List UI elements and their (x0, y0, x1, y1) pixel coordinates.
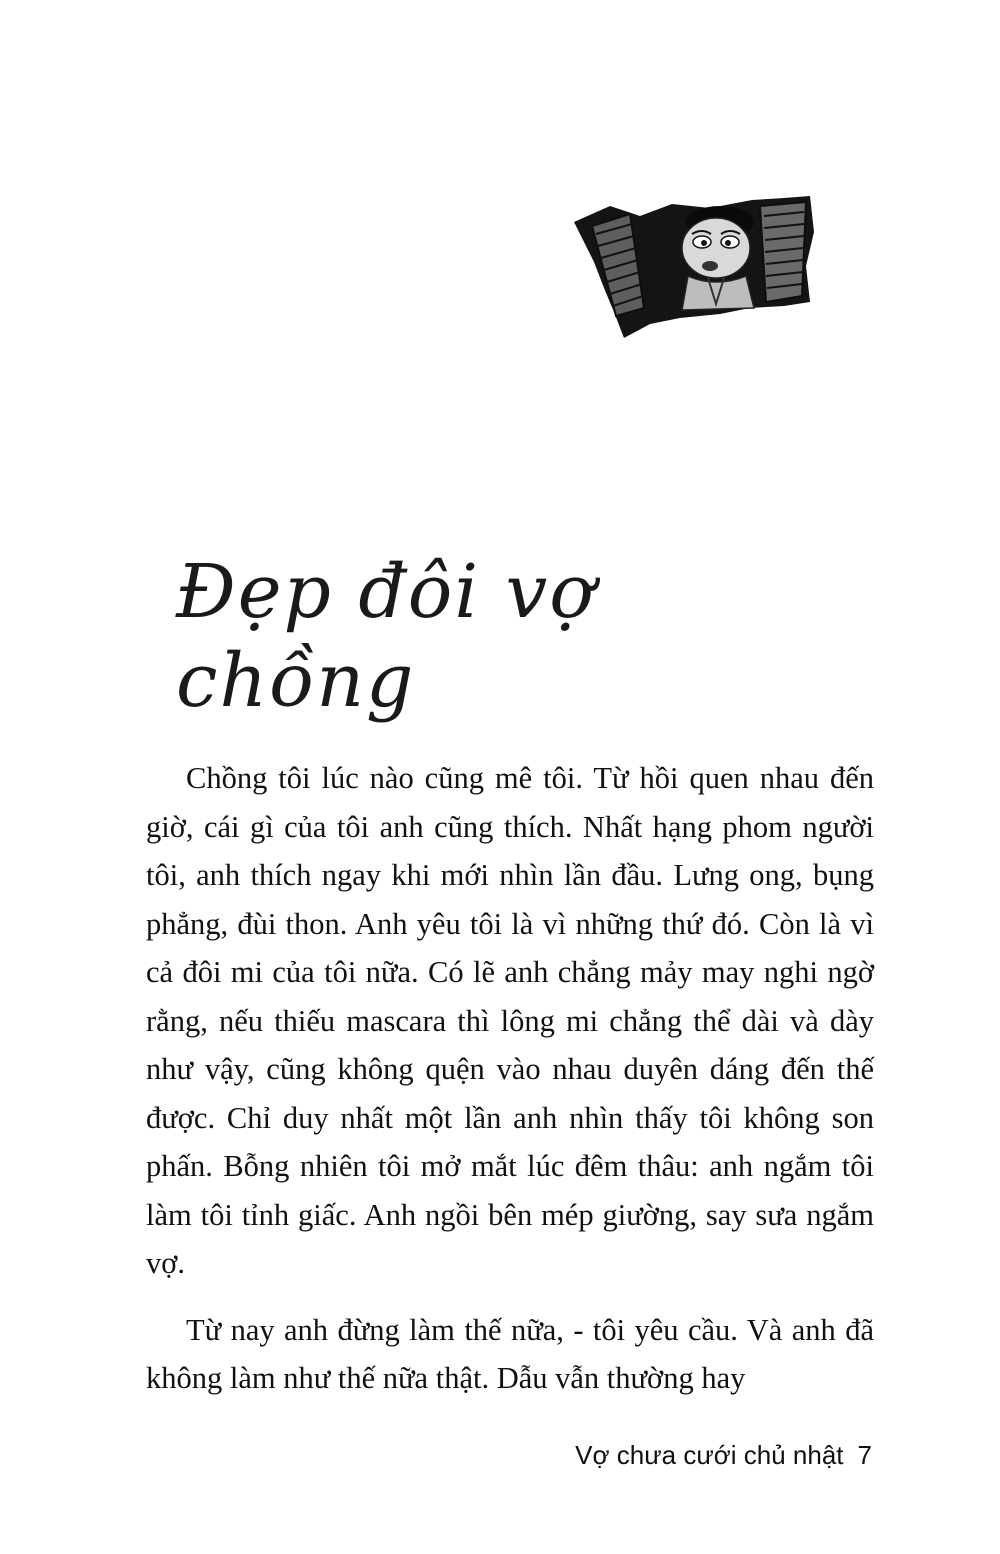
paragraph-1: Chồng tôi lúc nào cũng mê tôi. Từ hồi quen nhau đến giờ, cái gì của tôi anh cũng thích. Nhất hạng phom người tôi, anh thích ngay khi mới nhìn lần đầu. Lưng ong, bụng phẳng, đùi thon. Anh yêu tôi là vì những thứ đó. Còn là vì cả đôi mi của tôi nữa. Có lẽ anh chẳng mảy may nghi ngờ rằng, nếu thiếu mascara thì lông mi chẳng thể dài và dày như vậy, cũng không quện vào nhau duyên dáng đến thế được. Chỉ duy nhất một lần anh nhìn thấy tôi không son phấn. Bỗng nhiên tôi mở mắt lúc đêm thâu: anh ngắm tôi làm tôi tỉnh giấc. Anh ngồi bên mép giường, say sưa ngắm vợ. (146, 761, 874, 1280)
running-book-title: Vợ chưa cưới chủ nhật (575, 1440, 844, 1470)
paragraph-2: Từ nay anh đừng làm thế nữa, - tôi yêu cầu. Và anh đã không làm như thế nữa thật. Dẫu vẫn thường hay (146, 1312, 874, 1395)
page-footer (575, 1440, 872, 1471)
woman-at-window-illustration (570, 192, 816, 340)
chapter-title: Đẹp đôi vợ chồng (176, 549, 596, 724)
page-number: 7 (857, 1440, 872, 1470)
body-text (146, 754, 874, 1403)
